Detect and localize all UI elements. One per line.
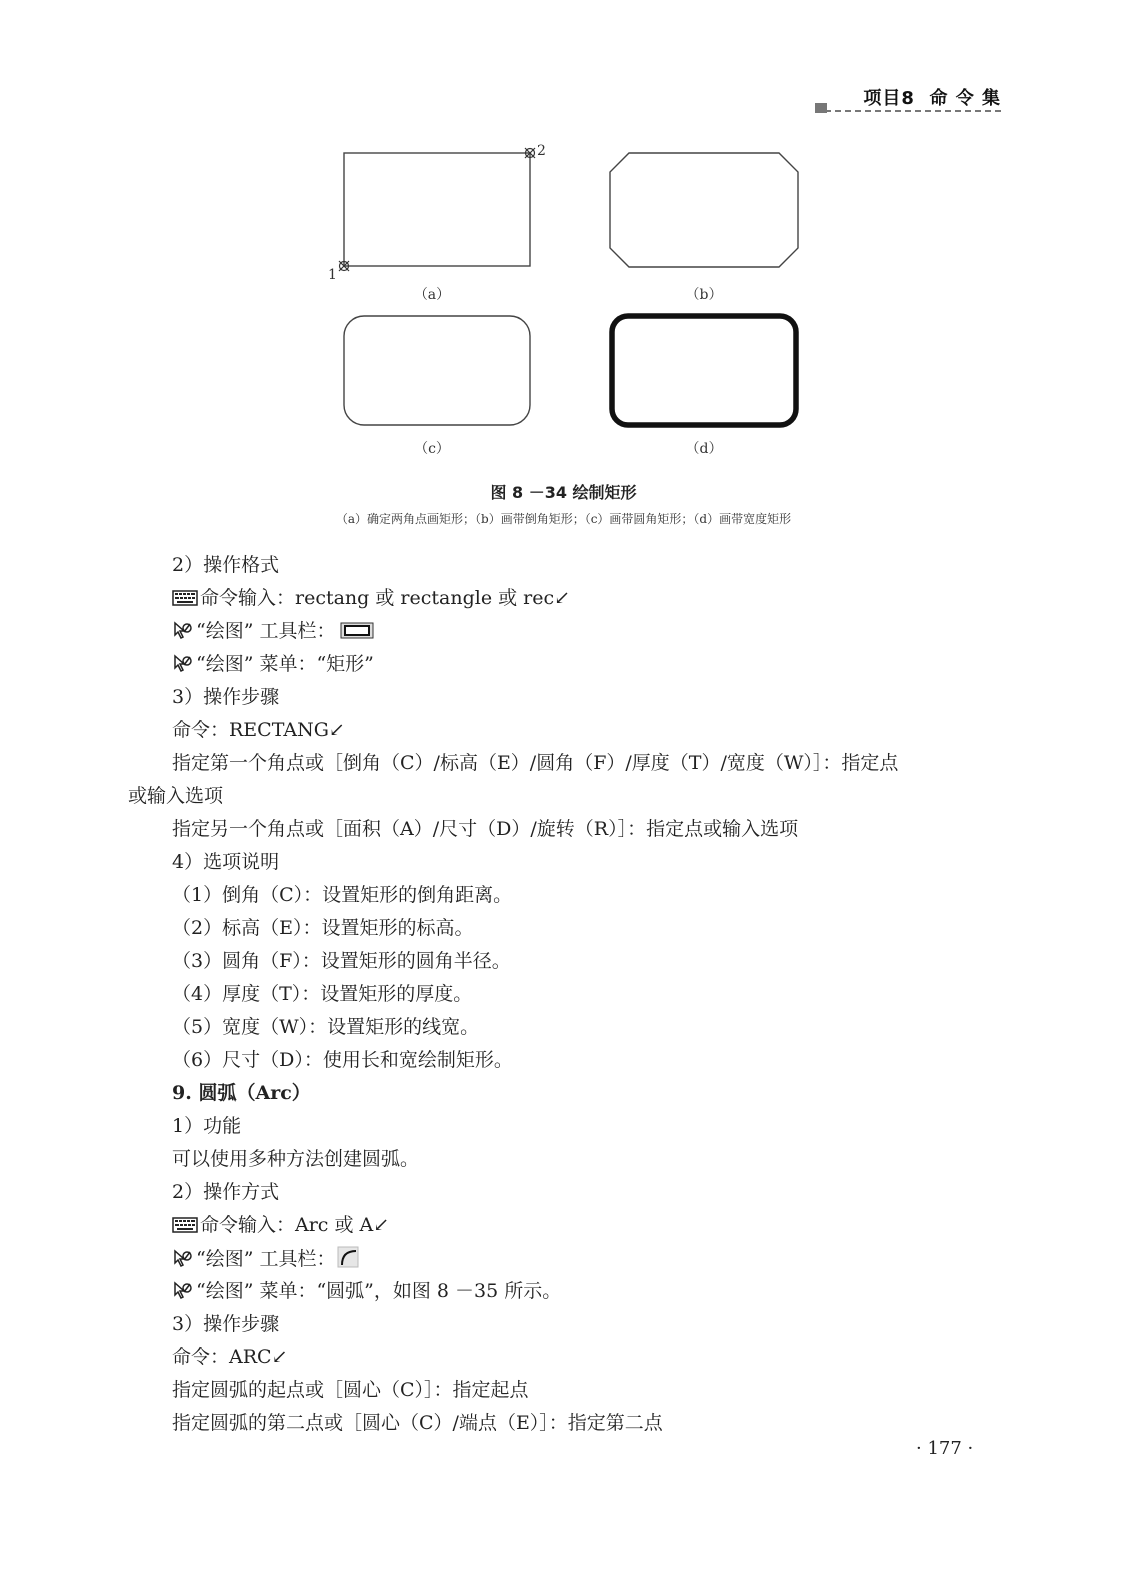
text-line: 命令：RECTANG↙ <box>172 719 345 741</box>
text-line: “绘图” 工具栏： <box>172 619 377 643</box>
header-rule <box>815 110 1001 112</box>
text-line: 指定圆弧的第二点或［圆心（C）/端点（E）］：指定第二点 <box>172 1412 663 1434</box>
rect-a <box>344 153 530 266</box>
text-line: 指定第一个角点或［倒角（C）/标高（E）/圆角（F）/厚度（T）/宽度（W）］：指定点 <box>172 752 899 774</box>
rect-c-filleted <box>344 316 530 425</box>
figure-caption: 图 8 －34 绘制矩形 <box>490 483 637 502</box>
point-label-2: 2 <box>537 143 546 159</box>
pointer-icon <box>172 620 194 640</box>
text-line: 或输入选项 <box>128 785 224 807</box>
text-line: 2）操作格式 <box>172 554 280 576</box>
text-line: “绘图” 菜单：“圆弧”，如图 8 －35 所示。 <box>172 1279 561 1303</box>
text-line: （1）倒角（C）：设置矩形的倒角距离。 <box>172 884 513 906</box>
rect-b-chamfered <box>610 153 798 267</box>
text-line: 指定另一个角点或［面积（A）/尺寸（D）/旋转（R）］：指定点或输入选项 <box>172 818 799 840</box>
text-line: 3）操作步骤 <box>172 1313 280 1335</box>
rect-d-wide <box>612 316 796 425</box>
point-label-1: 1 <box>328 267 337 283</box>
text-line: 可以使用多种方法创建圆弧。 <box>172 1148 420 1170</box>
text-line: 4）选项说明 <box>172 851 280 873</box>
text-line: 3）操作步骤 <box>172 686 280 708</box>
section-heading: 9. 圆弧（Arc） <box>172 1082 311 1104</box>
text-line: （5）宽度（W）：设置矩形的线宽。 <box>172 1016 480 1038</box>
rectangle-tool-icon <box>339 620 375 640</box>
text-line: （3）圆角（F）：设置矩形的圆角半径。 <box>172 950 511 972</box>
arc-tool-icon <box>337 1246 359 1268</box>
text-line: （2）标高（E）：设置矩形的标高。 <box>172 917 474 939</box>
text-line: 命令输入：Arc 或 A↙ <box>172 1213 389 1237</box>
running-header <box>815 84 1001 114</box>
header-title: 项目8 命 令 集 <box>863 88 1001 109</box>
text-line: “绘图” 菜单：“矩形” <box>172 652 374 676</box>
text-line: 1）功能 <box>172 1115 242 1137</box>
figure-label-a: （a） <box>413 287 451 303</box>
figure-drawing <box>320 136 810 466</box>
figure-subcaption: （a）确定两角点画矩形；（b）画带倒角矩形；（c）画带圆角矩形；（d）画带宽度矩形 <box>335 512 792 526</box>
figure-rectangles <box>320 136 810 466</box>
figure-label-d: （d） <box>685 441 723 457</box>
text-line: 指定圆弧的起点或［圆心（C）］：指定起点 <box>172 1379 529 1401</box>
figure-label-b: （b） <box>685 287 723 303</box>
keyboard-icon <box>172 589 198 607</box>
keyboard-icon <box>172 1216 198 1234</box>
pointer-icon <box>172 653 194 673</box>
text-line: 2）操作方式 <box>172 1181 280 1203</box>
pointer-icon <box>172 1280 194 1300</box>
text-line: 命令：ARC↙ <box>172 1346 288 1368</box>
text-line: “绘图” 工具栏： <box>172 1246 361 1271</box>
pointer-icon <box>172 1248 194 1268</box>
figure-label-c: （c） <box>414 441 450 457</box>
text-line: 命令输入：rectang 或 rectangle 或 rec↙ <box>172 586 570 610</box>
page-number: · 177 · <box>916 1438 974 1459</box>
text-line: （6）尺寸（D）：使用长和宽绘制矩形。 <box>172 1049 513 1071</box>
text-line: （4）厚度（T）：设置矩形的厚度。 <box>172 983 473 1005</box>
